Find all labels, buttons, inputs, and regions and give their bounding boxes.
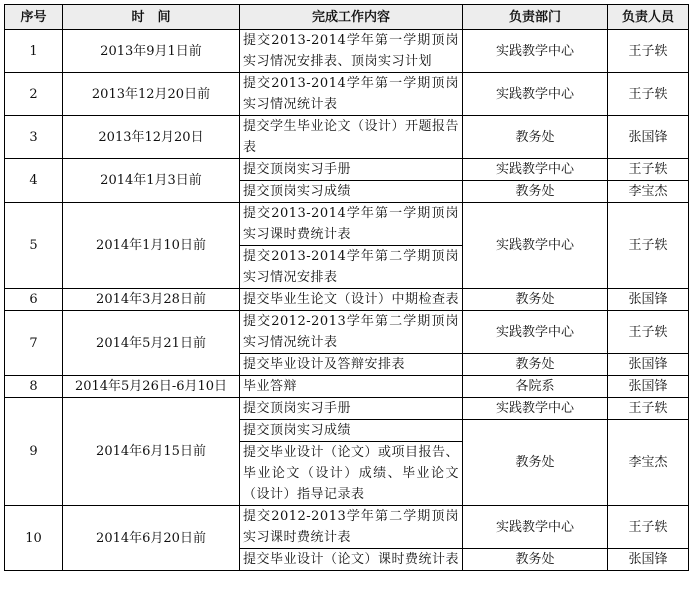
table-header-row (5, 5, 689, 30)
table-row (5, 506, 689, 549)
row-time: 2014年1月3日前 (63, 159, 240, 203)
task-person: 李宝杰 (608, 181, 689, 203)
task-dept: 实践教学中心 (463, 506, 608, 549)
row-no: 8 (5, 376, 63, 398)
task-content: 毕业答辩 (240, 376, 463, 398)
task-content: 提交顶岗实习成绩 (240, 181, 463, 203)
task-person: 张国锋 (608, 354, 689, 376)
row-no: 4 (5, 159, 63, 203)
header-dept: 负责部门 (463, 5, 608, 30)
task-person: 王子轶 (608, 398, 689, 420)
work-schedule-table (4, 4, 689, 571)
task-dept: 实践教学中心 (463, 159, 608, 181)
task-person: 王子轶 (608, 159, 689, 181)
task-content: 提交顶岗实习手册 (240, 159, 463, 181)
task-content: 提交毕业设计及答辩安排表 (240, 354, 463, 376)
task-content: 提交2012-2013学年第二学期顶岗实习情况统计表 (240, 311, 463, 354)
task-person: 李宝杰 (608, 420, 689, 506)
table-row (5, 116, 689, 159)
task-content: 提交毕业设计（论文）课时费统计表 (240, 549, 463, 571)
row-time: 2013年12月20日前 (63, 73, 240, 116)
task-content: 提交2013-2014学年第一学期顶岗实习情况安排表、顶岗实习计划 (240, 30, 463, 73)
task-person: 张国锋 (608, 289, 689, 311)
task-dept: 实践教学中心 (463, 398, 608, 420)
task-person: 王子轶 (608, 311, 689, 354)
row-time: 2014年6月20日前 (63, 506, 240, 571)
task-person: 王子轶 (608, 203, 689, 289)
table-row (5, 398, 689, 420)
row-no: 5 (5, 203, 63, 289)
task-person: 王子轶 (608, 30, 689, 73)
header-no: 序号 (5, 5, 63, 30)
task-content: 提交2013-2014学年第二学期顶岗实习情况安排表 (240, 246, 463, 289)
task-dept: 教务处 (463, 116, 608, 159)
row-no: 7 (5, 311, 63, 376)
header-content: 完成工作内容 (240, 5, 463, 30)
row-time: 2014年5月21日前 (63, 311, 240, 376)
task-dept: 教务处 (463, 549, 608, 571)
table-row (5, 159, 689, 181)
row-no: 2 (5, 73, 63, 116)
task-person: 张国锋 (608, 116, 689, 159)
task-content: 提交2013-2014学年第一学期顶岗实习课时费统计表 (240, 203, 463, 246)
row-time: 2014年5月26日-6月10日 (63, 376, 240, 398)
task-dept: 教务处 (463, 420, 608, 506)
task-dept: 实践教学中心 (463, 73, 608, 116)
row-no: 1 (5, 30, 63, 73)
row-time: 2013年12月20日 (63, 116, 240, 159)
row-time: 2014年6月15日前 (63, 398, 240, 506)
task-person: 张国锋 (608, 376, 689, 398)
table-row (5, 203, 689, 246)
table-row (5, 73, 689, 116)
row-time: 2013年9月1日前 (63, 30, 240, 73)
task-dept: 教务处 (463, 289, 608, 311)
row-time: 2014年3月28日前 (63, 289, 240, 311)
task-dept: 实践教学中心 (463, 203, 608, 289)
row-no: 6 (5, 289, 63, 311)
row-no: 9 (5, 398, 63, 506)
header-person: 负责人员 (608, 5, 689, 30)
table-row (5, 289, 689, 311)
task-content: 提交学生毕业论文（设计）开题报告表 (240, 116, 463, 159)
task-person: 王子轶 (608, 73, 689, 116)
table-row (5, 311, 689, 354)
row-no: 3 (5, 116, 63, 159)
task-dept: 教务处 (463, 354, 608, 376)
row-no: 10 (5, 506, 63, 571)
task-content: 提交毕业生论文（设计）中期检查表 (240, 289, 463, 311)
task-content: 提交2012-2013学年第二学期顶岗实习课时费统计表 (240, 506, 463, 549)
task-dept: 各院系 (463, 376, 608, 398)
row-time: 2014年1月10日前 (63, 203, 240, 289)
header-time: 时 间 (63, 5, 240, 30)
task-dept: 实践教学中心 (463, 30, 608, 73)
task-person: 王子轶 (608, 506, 689, 549)
task-content: 提交2013-2014学年第一学期顶岗实习情况统计表 (240, 73, 463, 116)
task-content: 提交顶岗实习成绩 (240, 420, 463, 442)
task-content: 提交顶岗实习手册 (240, 398, 463, 420)
table-row (5, 30, 689, 73)
table-row (5, 376, 689, 398)
task-person: 张国锋 (608, 549, 689, 571)
task-content: 提交毕业设计（论文）或项目报告、毕业论文（设计）成绩、毕业论文（设计）指导记录表 (240, 442, 463, 506)
task-dept: 实践教学中心 (463, 311, 608, 354)
task-dept: 教务处 (463, 181, 608, 203)
